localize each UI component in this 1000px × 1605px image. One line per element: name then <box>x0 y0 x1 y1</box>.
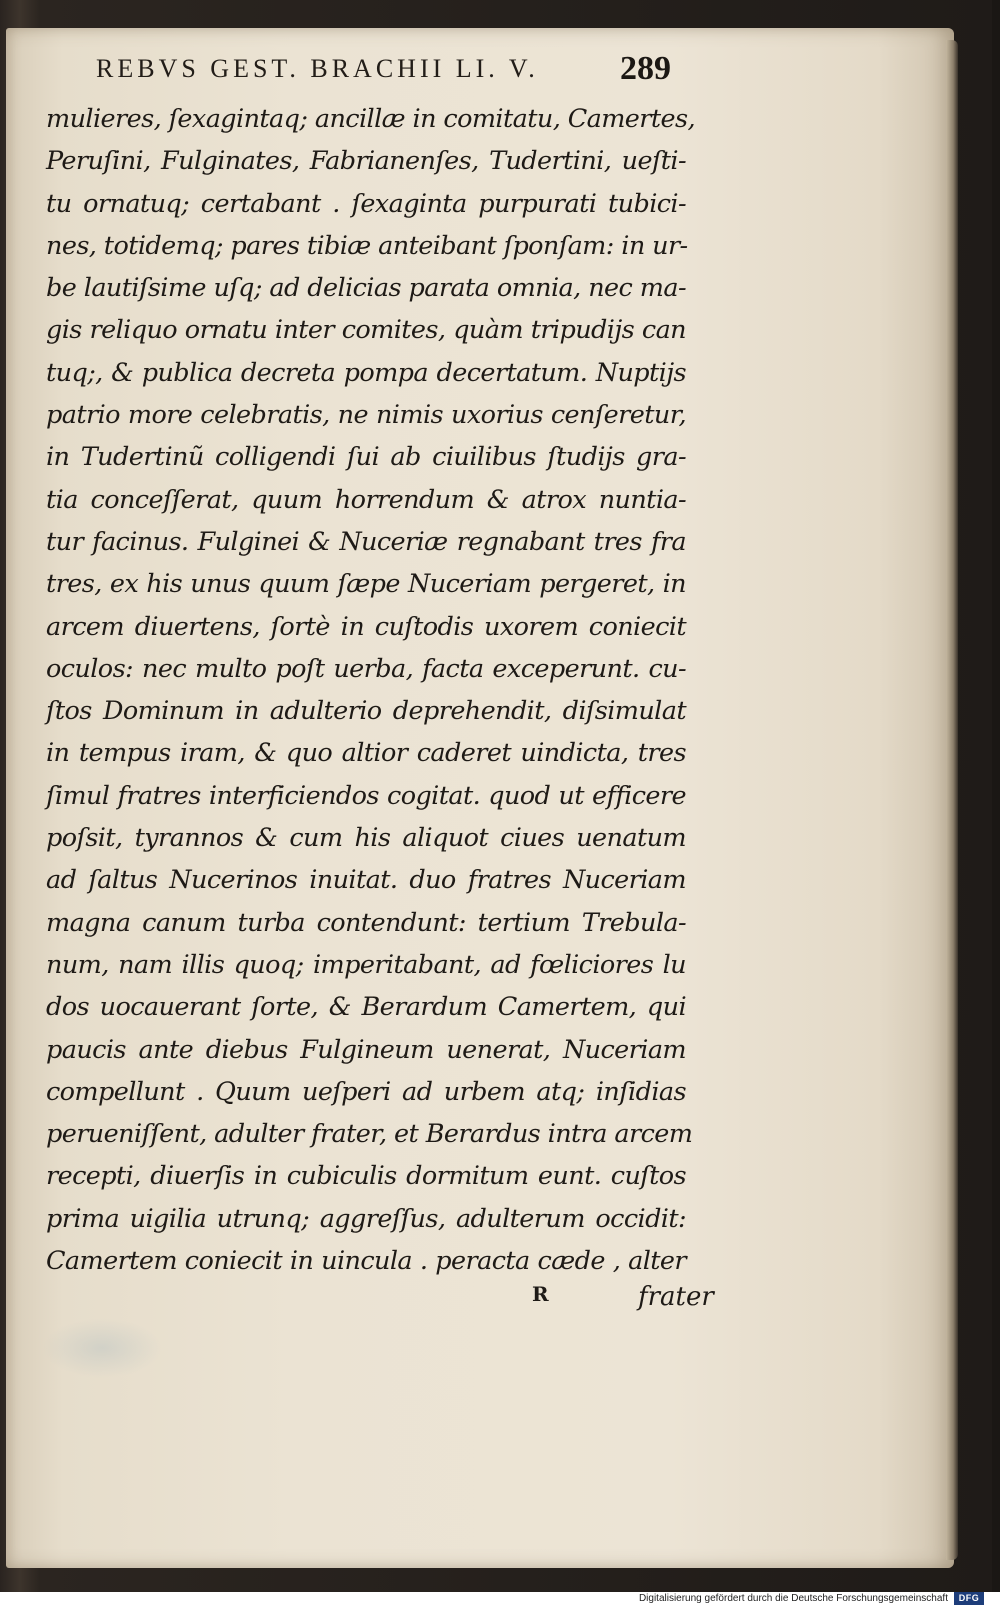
text-line: prima uigilia utrunq; aggreſſus, adulterum occidit: <box>46 1203 686 1234</box>
page-number: 289 <box>620 50 671 87</box>
running-head: REBVS GEST. BRACHII LI. V. <box>96 54 539 83</box>
text-line: Camertem coniecit in uincula . peracta cæde , alter <box>46 1246 686 1277</box>
text-line: ad ſaltus Nucerinos inuitat. duo fratres Nuceriam <box>46 865 686 896</box>
text-line: Peruſini, Fulginates, Fabrianenſes, Tudertini, ueſti- <box>46 146 686 177</box>
text-line: patrio more celebratis, ne nimis uxorius cenſeretur, <box>46 400 686 431</box>
signature-mark: R <box>532 1282 549 1306</box>
body-text <box>46 98 696 1282</box>
text-line: in Tudertinũ colligendi ſui ab ciuilibus ſtudijs gra- <box>46 442 686 473</box>
text-line: magna canum turba contendunt: tertium Trebula- <box>46 907 686 938</box>
text-line: in tempus iram, & quo altior caderet uindicta, tres <box>46 738 686 769</box>
text-line: tres, ex his unus quum ſæpe Nuceriam pergeret, in <box>46 569 686 600</box>
text-line: mulieres, ſexagintaq; ancillæ in comitatu, Camertes, <box>46 104 696 134</box>
text-line: tu ornatuq; certabant . ſexaginta purpurati tubici- <box>46 188 686 219</box>
text-line: ſimul fratres interficiendos cogitat. quod ut efficere <box>46 780 686 811</box>
text-line: tur facinus. Fulginei & Nuceriæ regnabant tres fra <box>46 526 686 557</box>
text-line: tia conceſſerat, quum horrendum & atrox nuntia- <box>46 484 686 515</box>
text-line: recepti, diuerſis in cubiculis dormitum eunt. cuſtos <box>46 1161 686 1192</box>
text-line: paucis ante diebus Fulgineum uenerat, Nuceriam <box>46 1034 686 1065</box>
text-line: arcem diuertens, ſortè in cuſtodis uxorem coniecit <box>46 611 686 642</box>
text-line: be lautiſsime uſq; ad delicias parata omnia, nec ma- <box>46 273 686 304</box>
catchword: frater <box>638 1282 714 1312</box>
text-line: compellunt . Quum ueſperi ad urbem atq; inſidias <box>46 1076 686 1107</box>
text-line: gis reliquo ornatu inter comites, quàm tripudijs can <box>46 315 686 346</box>
text-line: tuq;, & publica decreta pompa decertatum. Nuptijs <box>46 357 686 388</box>
dfg-logo[interactable]: DFG <box>954 1592 984 1605</box>
text-line: num, nam illis quoq; imperitabant, ad fœliciores lu <box>46 949 686 980</box>
text-line: ſtos Dominum in adulterio deprehendit, diſsimulat <box>46 696 686 727</box>
paper-stain <box>42 1318 162 1378</box>
digitization-credit: Digitalisierung gefördert durch die Deutsche Forschungsgemeinschaft <box>638 1593 948 1604</box>
text-line: oculos: nec multo poſt uerba, facta exceperunt. cu- <box>46 653 686 684</box>
text-line: nes, totidemq; pares tibiæ anteibant ſponſam: in ur- <box>46 230 688 261</box>
text-line: poſsit, tyrannos & cum his aliquot ciues uenatum <box>46 823 686 854</box>
text-line: perueniſſent, adulter frater, et Berardus intra arcem <box>46 1119 693 1150</box>
catchline <box>46 1282 714 1322</box>
text-line: dos uocauerant ſorte, & Berardum Camertem, qui <box>46 992 686 1023</box>
page-fore-edge <box>946 40 958 1560</box>
